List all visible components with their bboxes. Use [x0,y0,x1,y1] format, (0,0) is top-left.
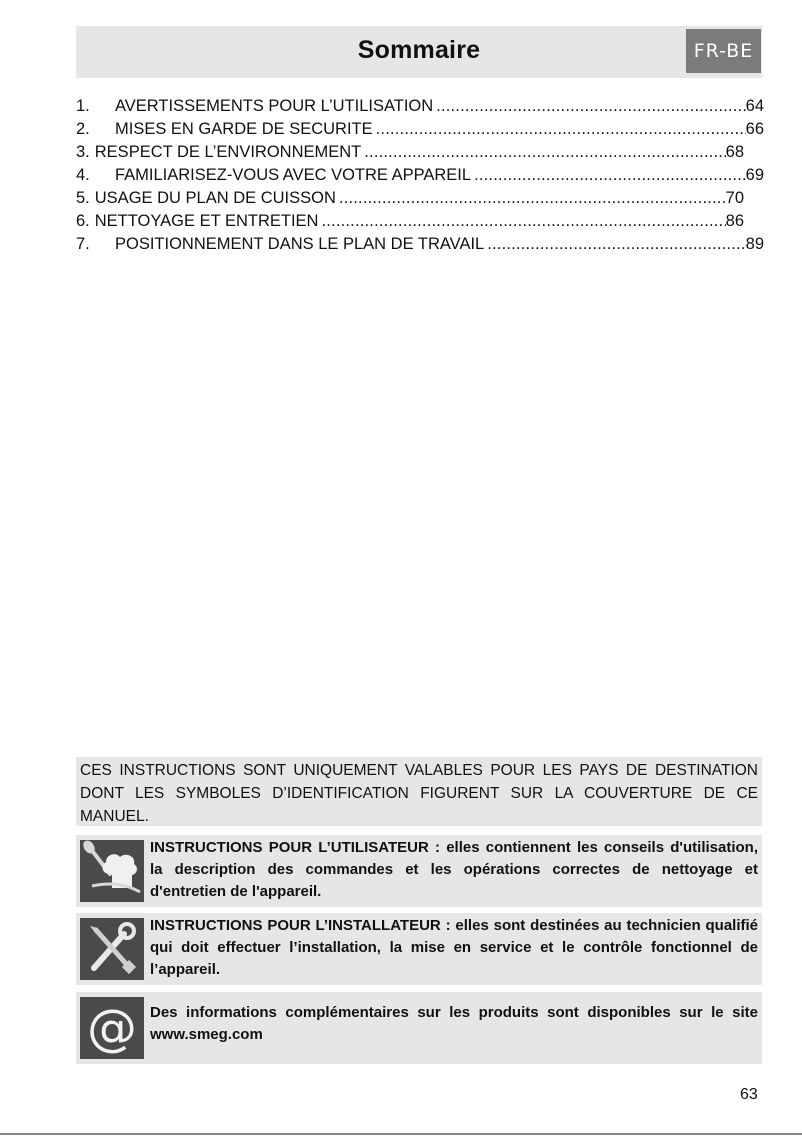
web-info-box [76,992,762,1064]
bottom-divider [0,1133,802,1135]
at-sign-icon [80,997,144,1059]
installer-instructions-text: INSTRUCTIONS POUR L’INSTALLATEUR : elles sont destinées au technicien qualifié qui doit effectuer l’installation, la mise en service et le contrôle fonctionnel de l’appareil. [150,917,758,978]
dot-leader [471,166,746,185]
table-of-contents [76,97,764,258]
title-bar [76,26,762,78]
page-number: 63 [740,1086,758,1103]
user-instructions-box [76,835,762,907]
toc-title: FAMILIARISEZ-VOUS AVEC VOTRE APPAREIL [115,166,472,184]
toc-title: USAGE DU PLAN DE CUISSON [94,189,336,207]
toc-entry[interactable] [76,189,744,212]
web-info-text: Des informations complémentaires sur les produits sont disponibles sur le site www.smeg.com [150,1004,758,1043]
dot-leader [433,97,745,116]
validity-notice-text: CES INSTRUCTIONS SONT UNIQUEMENT VALABLES POUR LES PAYS DE DESTINATION DONT LES SYMBOLES D’IDENTIFICATION FIGURENT SUR LA COUVERTURE DE CE MANUEL. [80,762,758,825]
toc-title: MISES EN GARDE DE SECURITE [115,120,373,138]
toc-title: AVERTISSEMENTS POUR L’UTILISATION [115,97,434,115]
toc-entry[interactable] [76,212,744,235]
toc-entry[interactable] [76,97,764,120]
toc-number: 4. [76,166,90,184]
validity-notice [76,757,762,826]
dot-leader [336,189,726,208]
language-badge: FR-BE [686,29,761,73]
toc-page: 89 [745,235,764,253]
installer-instructions-box [76,913,762,985]
svg-text:@: @ [87,999,137,1057]
toc-number: 5. [76,189,90,207]
toc-title: RESPECT DE L’ENVIRONNEMENT [94,143,362,161]
toc-page: 69 [745,166,764,184]
toc-number: 6. [76,212,90,230]
tools-icon [80,918,144,980]
dot-leader [484,235,745,254]
dot-leader [361,143,725,162]
toc-number: 2. [76,120,90,138]
toc-number: 7. [76,235,90,253]
toc-page: 70 [725,189,744,207]
dot-leader [373,120,746,139]
toc-page: 64 [745,97,764,115]
chef-hat-spoon-icon [80,840,144,902]
toc-entry[interactable] [76,235,764,258]
toc-entry[interactable] [76,120,764,143]
toc-entry[interactable] [76,143,744,166]
toc-title: NETTOYAGE ET ENTRETIEN [94,212,319,230]
toc-page: 66 [745,120,764,138]
toc-entry[interactable] [76,166,764,189]
toc-page: 86 [725,212,744,230]
page-title: Sommaire [357,36,481,64]
toc-number: 3. [76,143,90,161]
toc-page: 68 [725,143,744,161]
toc-title: POSITIONNEMENT DANS LE PLAN DE TRAVAIL [115,235,485,253]
user-instructions-text: INSTRUCTIONS POUR L’UTILISATEUR : elles contiennent les conseils d'utilisation, la description des commandes et les opérations correctes de nettoyage et d'entretien de l'appareil. [150,839,758,900]
dot-leader [318,212,725,231]
toc-number: 1. [76,97,90,115]
